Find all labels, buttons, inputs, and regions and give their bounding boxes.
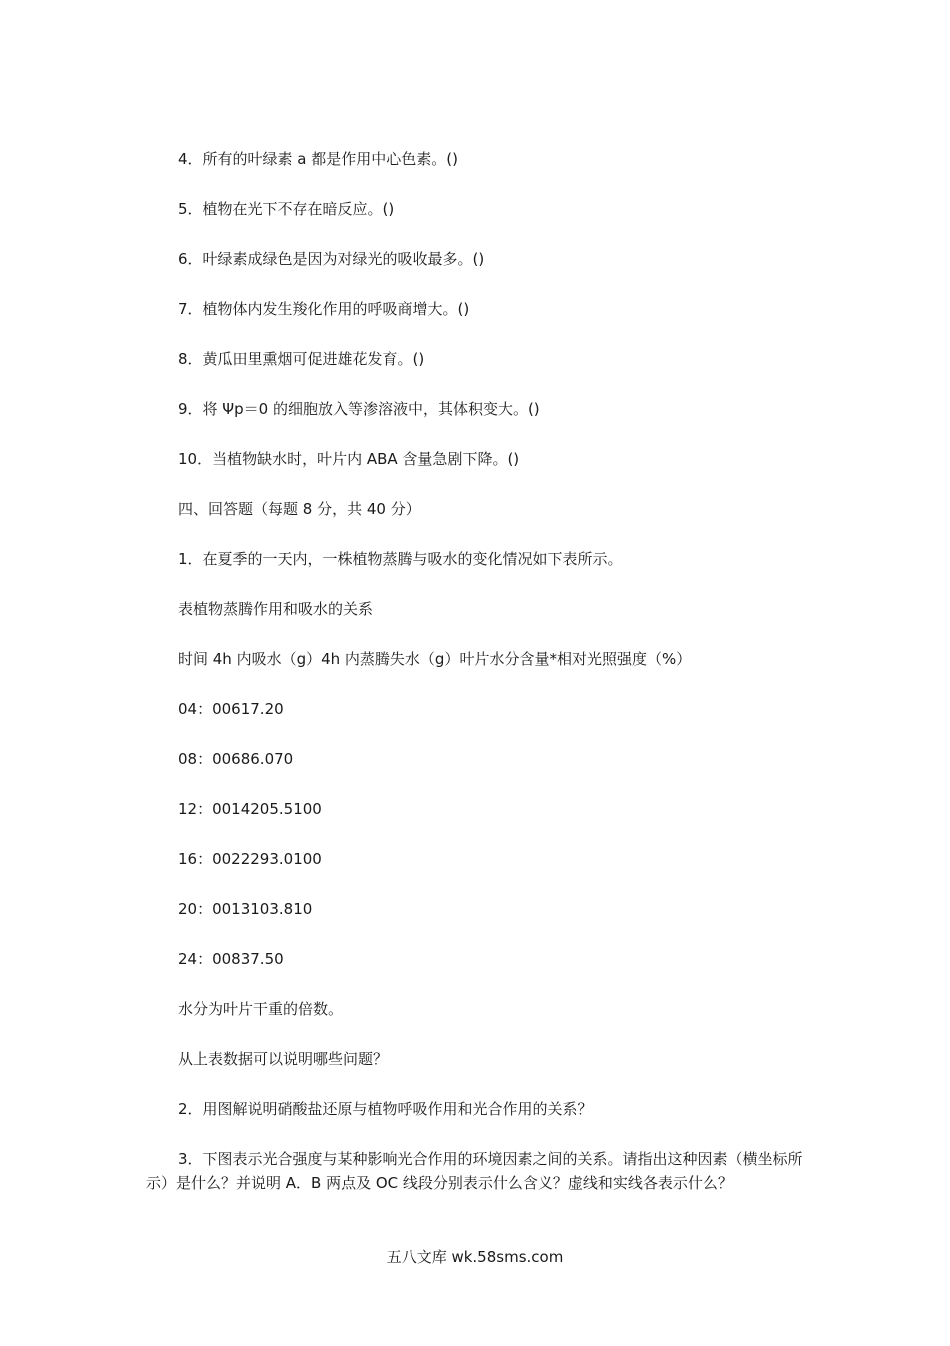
question-4: 4．所有的叶绿素 a 都是作用中心色素。() bbox=[178, 150, 458, 168]
question-9: 9．将 Ψp＝0 的细胞放入等渗溶液中，其体积变大。() bbox=[178, 400, 540, 418]
table-title: 表植物蒸腾作用和吸水的关系 bbox=[178, 600, 374, 618]
table-question: 从上表数据可以说明哪些问题？ bbox=[178, 1050, 389, 1068]
answer-question-1: 1．在夏季的一天内，一株植物蒸腾与吸水的变化情况如下表所示。 bbox=[178, 550, 623, 568]
question-6: 6．叶绿素成绿色是因为对绿光的吸收最多。() bbox=[178, 250, 485, 268]
question-5: 5．植物在光下不存在暗反应。() bbox=[178, 200, 395, 218]
table-row: 04：00617.20 bbox=[178, 700, 284, 718]
table-row: 08：00686.070 bbox=[178, 750, 294, 768]
table-header: 时间 4h 内吸水（g）4h 内蒸腾失水（g）叶片水分含量*相对光照强度（%） bbox=[178, 650, 692, 668]
section-heading: 四、回答题（每题 8 分，共 40 分） bbox=[178, 500, 421, 518]
page-footer: 五八文库 wk.58sms.com bbox=[386, 1248, 564, 1266]
question-10: 10．当植物缺水时，叶片内 ABA 含量急剧下降。() bbox=[178, 450, 520, 468]
table-row: 12：0014205.5100 bbox=[178, 800, 322, 818]
table-row: 20：0013103.810 bbox=[178, 900, 313, 918]
answer-question-3: 3．下图表示光合强度与某种影响光合作用的环境因素之间的关系。请指出这种因素（横坐标所示）是什么？并说明 A．B 两点及 OC 线段分别表示什么含义？虚线和实线各表示什么？ bbox=[146, 1150, 803, 1192]
table-row: 24：00837.50 bbox=[178, 950, 284, 968]
answer-question-2: 2．用图解说明硝酸盐还原与植物呼吸作用和光合作用的关系？ bbox=[178, 1100, 593, 1118]
question-8: 8．黄瓜田里熏烟可促进雄花发育。() bbox=[178, 350, 425, 368]
table-footnote: 水分为叶片干重的倍数。 bbox=[178, 1000, 344, 1018]
question-7: 7．植物体内发生羧化作用的呼吸商增大。() bbox=[178, 300, 470, 318]
table-row: 16：0022293.0100 bbox=[178, 850, 322, 868]
